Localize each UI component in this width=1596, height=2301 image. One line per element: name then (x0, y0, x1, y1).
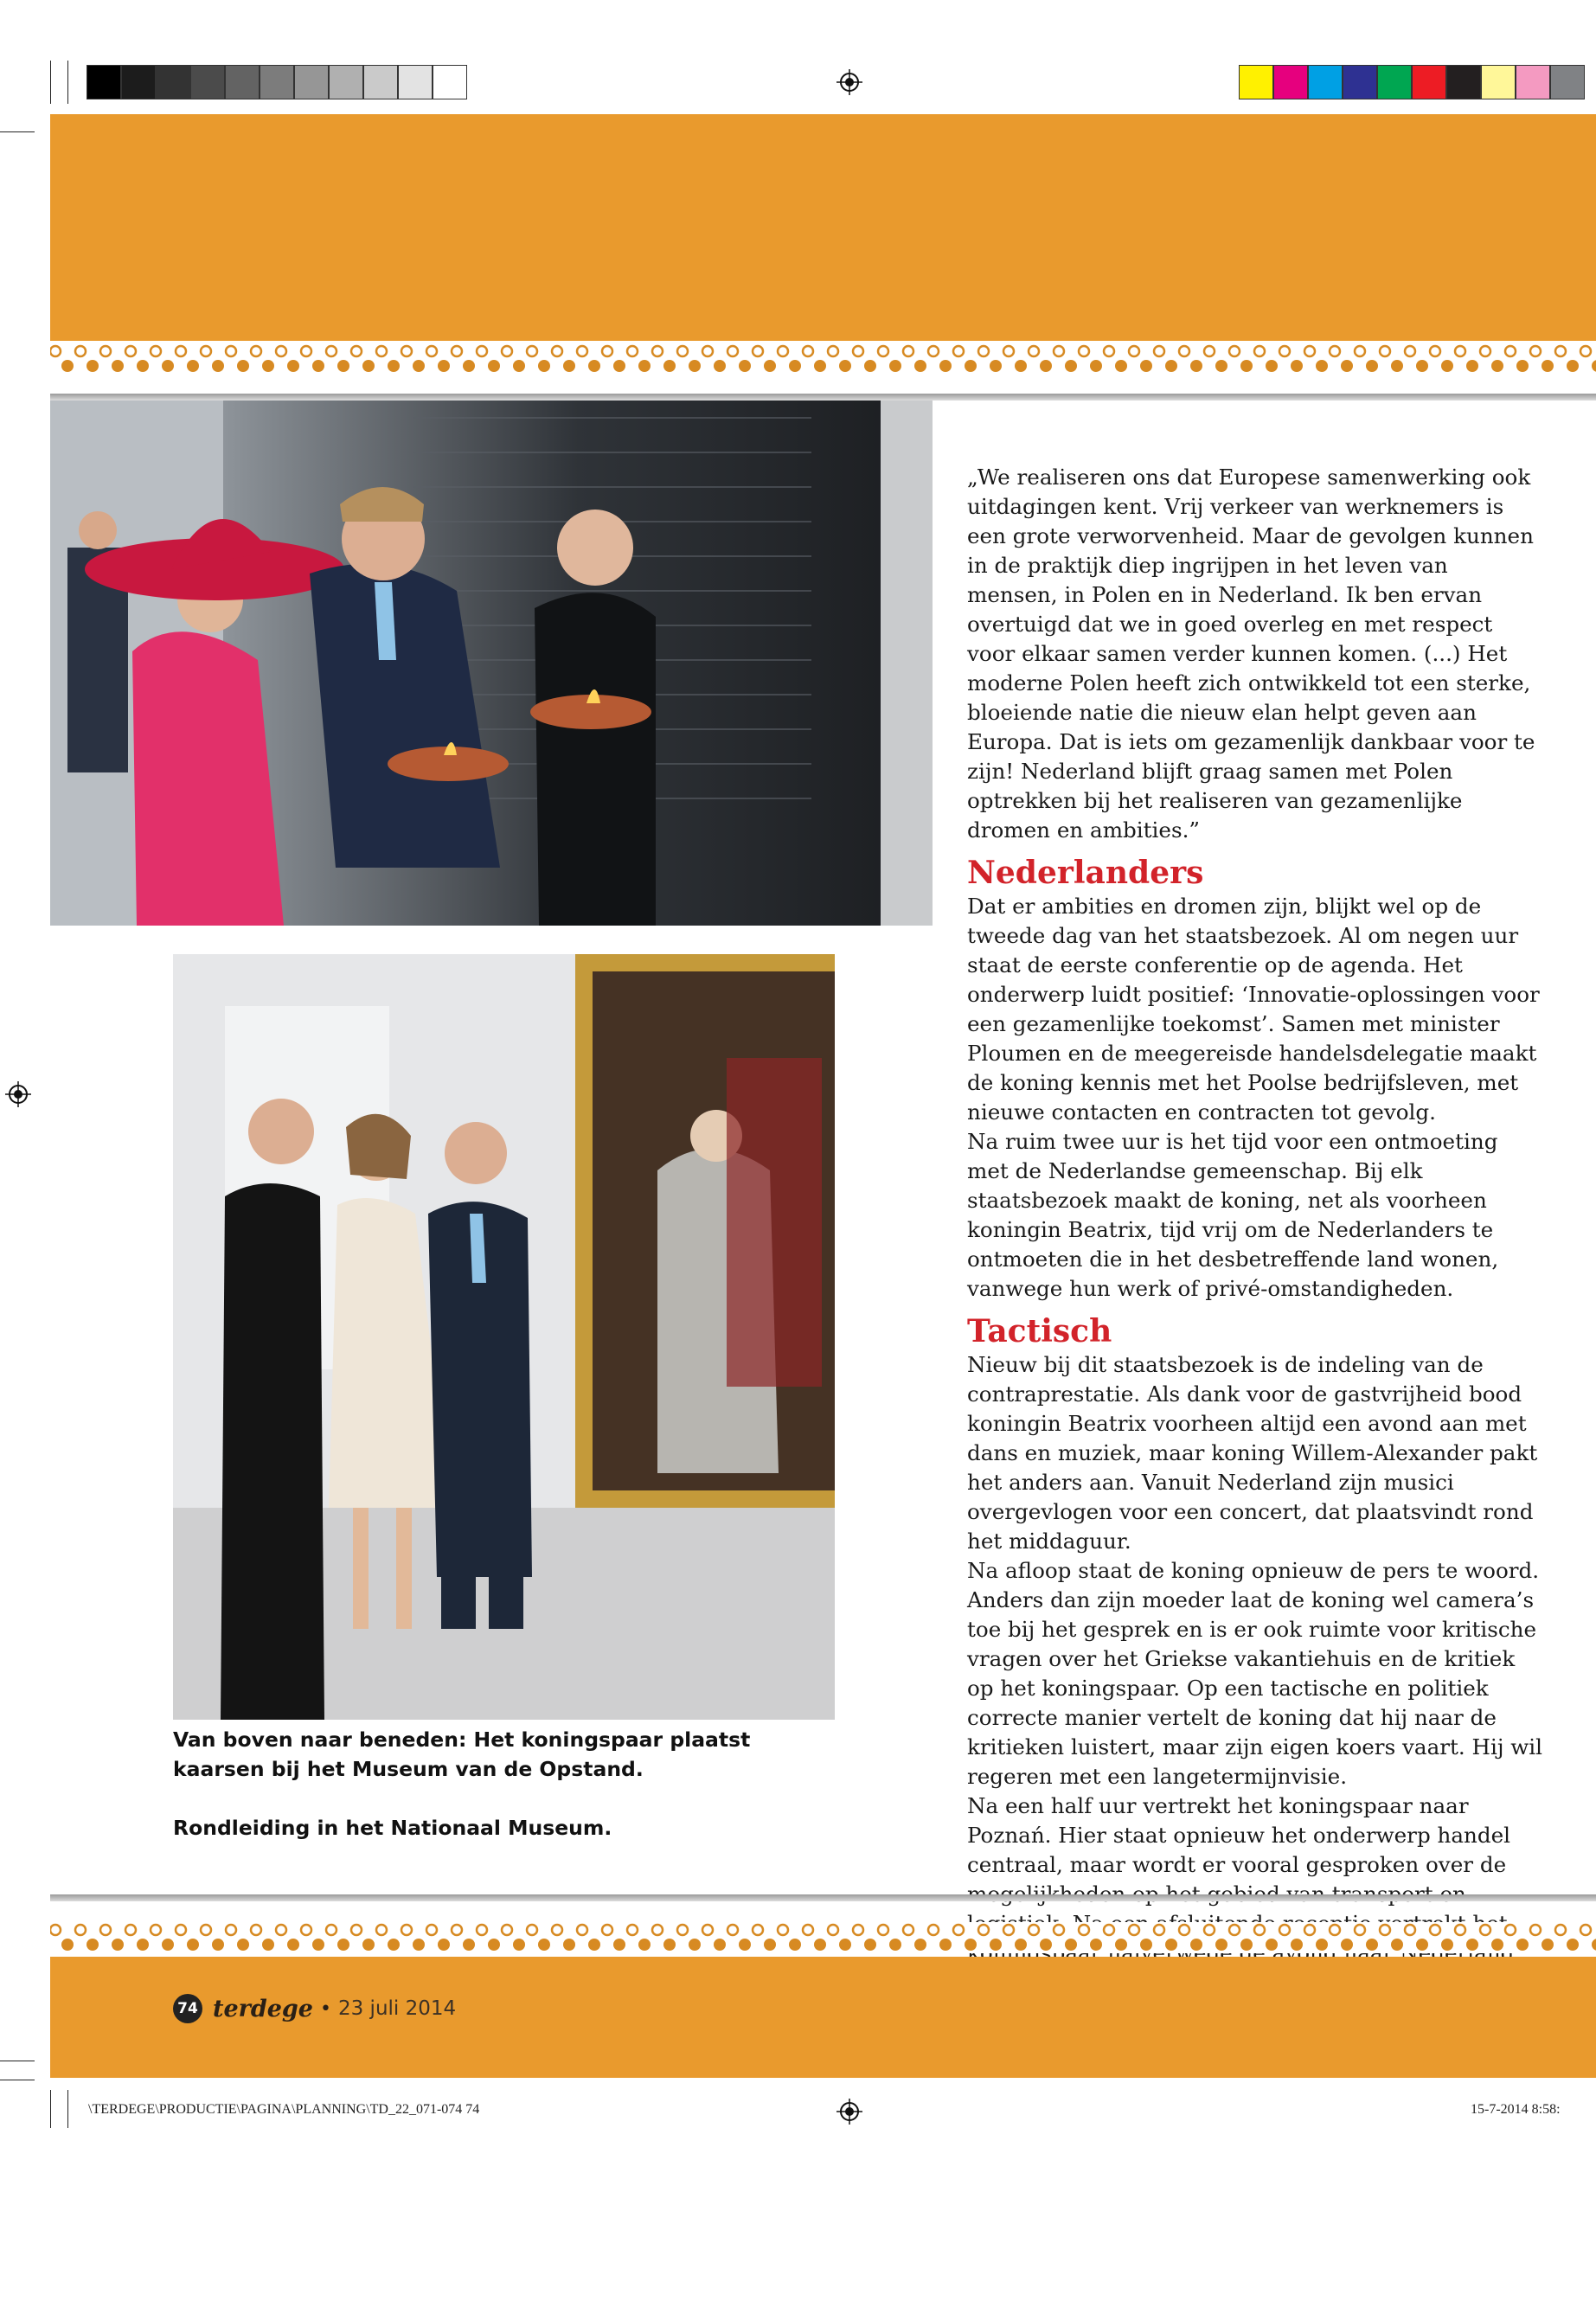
photo-caption (173, 1725, 839, 1843)
dot-ornament (689, 360, 701, 372)
registration-mark-icon (5, 1081, 31, 1107)
dot-ornament (337, 1939, 349, 1951)
dot-ornament (965, 1939, 977, 1951)
caption-line-2: Rondleiding in het Nationaal Museum. (173, 1816, 612, 1840)
dot-ornament (990, 360, 1002, 372)
dot-ornament (162, 1939, 174, 1951)
dot-ornament (388, 1939, 400, 1951)
crop-mark (0, 131, 35, 132)
dot-ornament (538, 360, 550, 372)
color-swatch (1273, 65, 1308, 99)
dot-ornament (137, 360, 149, 372)
dot-ornament (1416, 1939, 1428, 1951)
dot-ornament (312, 1939, 324, 1951)
dot-ornament (689, 1939, 701, 1951)
issue-date: 23 juli 2014 (337, 1997, 457, 2020)
dot-ornament (714, 360, 726, 372)
dot-ornament (714, 1939, 726, 1951)
dot-ornament (362, 360, 375, 372)
dot-ornament (588, 1939, 600, 1951)
dot-ornament (739, 1939, 751, 1951)
article-column (967, 463, 1545, 2027)
caption-line-1: Van boven naar beneden: Het koningspaar plaatst kaarsen bij het Museum van de Opstand. (173, 1727, 751, 1781)
dot-ornament (312, 360, 324, 372)
dot-ornament (939, 1939, 952, 1951)
footer-divider (50, 1894, 1596, 1901)
photo-national-museum (173, 954, 835, 1720)
dot-ornament (1040, 1939, 1052, 1951)
magazine-logo: terdege (213, 1995, 313, 2022)
dot-ornament (488, 1939, 500, 1951)
color-swatch (1446, 65, 1481, 99)
crop-mark (50, 61, 51, 104)
dot-ornament (1567, 1939, 1579, 1951)
dot-ornament (212, 360, 224, 372)
dot-ornament (814, 360, 826, 372)
dot-ornament (1065, 1939, 1077, 1951)
grey-swatch (190, 65, 225, 99)
dot-ornament (839, 1939, 851, 1951)
dot-ornament (939, 360, 952, 372)
dot-ornament (663, 360, 676, 372)
color-swatch (1308, 65, 1343, 99)
dot-ornament (1090, 360, 1102, 372)
dot-ornament (1441, 360, 1453, 372)
dot-ornament (187, 1939, 199, 1951)
dot-ornament (764, 360, 776, 372)
quote-paragraph: „We realiseren ons dat Europese samenwerking ook uitdagingen kent. Vrij verkeer van werknemers is een grote verworvenheid. Maar de gevolgen kunnen in de praktijk diep ingrijpen in het leven van mensen, in Polen en in Nederland. Ik ben ervan overtuigd dat we in goed overleg en met respect voor elkaar samen verder kunnen komen. (...) Het moderne Polen heeft zich ontwikkeld tot een sterke, bloeiende natie die nieuw elan helpt geven aan Europa. Dat is iets om gezamenlijk dankbaar voor te zijn! Nederland blijft graag samen met Polen optrekken bij het realiseren van gezamenlijke dromen en ambities.” (967, 465, 1535, 843)
body-paragraph: Na een half uur vertrekt het koningspaar naar Poznań. Hier staat opnieuw het onderwerp handel centraal, maar wordt er vooral gesproken over de (967, 1793, 1511, 1877)
dot-ornament (1266, 1939, 1278, 1951)
photo-candles-museum (50, 401, 933, 926)
dot-ornament (488, 360, 500, 372)
dot-ornament (1291, 1939, 1303, 1951)
body-paragraph: Na ruim twee uur is het tijd voor een ontmoeting met de Nederlandse gemeenschap. Bij elk staatsbezoek maakt de koning, net als voorheen koningin Beatrix, tijd vrij om de Nederlanders te ontmoeten die in het desbetreffende land wonen, vanwege hun werk of privé-omstandigheden. (967, 1129, 1499, 1301)
dot-border-top (50, 343, 1596, 375)
dot-ornament (287, 1939, 299, 1951)
dot-ornament (413, 1939, 425, 1951)
dot-ornament (1416, 360, 1428, 372)
dot-ornament (1140, 1939, 1152, 1951)
grey-swatch (363, 65, 398, 99)
dot-ornament (513, 360, 525, 372)
dot-ornament (1516, 1939, 1529, 1951)
dot-ornament (789, 1939, 801, 1951)
color-swatch (1481, 65, 1516, 99)
dot-ornament (613, 360, 625, 372)
dot-ornament (814, 1939, 826, 1951)
dot-ornament (61, 1939, 74, 1951)
dot-ornament (1090, 1939, 1102, 1951)
dot-ornament (990, 1939, 1002, 1951)
grey-swatch (294, 65, 329, 99)
color-swatch (1412, 65, 1446, 99)
dot-ornament (1215, 1939, 1227, 1951)
dot-ornament (1491, 360, 1503, 372)
color-swatch (1343, 65, 1377, 99)
dot-ornament (739, 360, 751, 372)
grey-swatch (225, 65, 260, 99)
grey-swatch (121, 65, 156, 99)
dot-ornament (87, 1939, 99, 1951)
dot-ornament (287, 360, 299, 372)
dot-ornament (1391, 360, 1403, 372)
body-paragraph: Nieuw bij dit staatsbezoek is de indeling van de contraprestatie. Als dank voor de gastvrijheid bood koningin Beatrix voorheen altijd een avond aan met dans en muziek, maar koning Willem-Alexander pakt het anders aan. Vanuit Nederland zijn musici overgevlogen voor een concert, dat plaatsvindt rond het middaguur. (967, 1352, 1538, 1554)
dot-ornament (1065, 360, 1077, 372)
header-orange-band (50, 114, 1596, 341)
dot-ornament (563, 1939, 575, 1951)
dot-ornament (1115, 1939, 1127, 1951)
dot-ornament (663, 1939, 676, 1951)
dot-ornament (1466, 360, 1478, 372)
folio-separator: • (320, 1997, 331, 2020)
dot-ornament (237, 360, 249, 372)
dot-ornament (1366, 1939, 1378, 1951)
dot-ornament (864, 360, 876, 372)
color-swatch (1516, 65, 1550, 99)
dot-ornament (1466, 1939, 1478, 1951)
dot-ornament (187, 360, 199, 372)
dot-ornament (914, 360, 926, 372)
dot-ornament (212, 1939, 224, 1951)
crop-mark (67, 61, 68, 104)
dot-ornament (362, 1939, 375, 1951)
dot-ornament (61, 360, 74, 372)
dot-ornament (1341, 360, 1353, 372)
dot-ornament (237, 1939, 249, 1951)
dot-ornament (262, 360, 274, 372)
dot-ornament (112, 360, 124, 372)
dot-ornament (1240, 360, 1253, 372)
dot-ornament (1316, 1939, 1328, 1951)
dot-ornament (1316, 360, 1328, 372)
dot-ornament (463, 360, 475, 372)
dot-ornament (112, 1939, 124, 1951)
dot-ornament (1140, 360, 1152, 372)
color-swatch (1550, 65, 1585, 99)
dot-ornament (864, 1939, 876, 1951)
dot-ornament (1366, 360, 1378, 372)
crop-mark (67, 2090, 68, 2128)
dot-ornament (438, 360, 450, 372)
dot-ornament (1341, 1939, 1353, 1951)
body-paragraph: Na afloop staat de koning opnieuw de pers te woord. Anders dan zijn moeder laat de koning wel camera’s toe bij het gesprek en is er ook ruimte voor kritische vragen over het Griekse vakantiehuis en de kritiek op het koningspaar. Op een tactische en politiek correcte manier vertelt de koning dat hij naar de kritieken luistert, maar zijn eigen koers vaart. Hij wil regeren met een langetermijnvisie. (967, 1558, 1543, 1789)
dot-ornament (1441, 1939, 1453, 1951)
dot-ornament (1040, 360, 1052, 372)
dot-ornament (1015, 1939, 1027, 1951)
crop-mark (50, 2090, 51, 2128)
grey-swatch (398, 65, 433, 99)
dot-ornament (1491, 1939, 1503, 1951)
dot-ornament (513, 1939, 525, 1951)
dot-ornament (965, 360, 977, 372)
grey-swatch (433, 65, 467, 99)
dot-ornament (1165, 1939, 1177, 1951)
registration-mark-icon (836, 2099, 862, 2125)
dot-ornament (1165, 360, 1177, 372)
dot-ornament (914, 1939, 926, 1951)
color-swatch (1377, 65, 1412, 99)
dot-ornament (839, 360, 851, 372)
dot-ornament (337, 360, 349, 372)
grey-swatch (156, 65, 190, 99)
dot-ornament (1266, 360, 1278, 372)
dot-ornament (1115, 360, 1127, 372)
dot-ornament (889, 1939, 901, 1951)
dot-ornament (889, 360, 901, 372)
dot-ornament (613, 1939, 625, 1951)
color-swatch (1239, 65, 1273, 99)
dot-ornament (1215, 360, 1227, 372)
grey-swatch (329, 65, 363, 99)
slug-timestamp: 15-7-2014 8:58: (1471, 2102, 1561, 2117)
dot-ornament (1391, 1939, 1403, 1951)
dot-ornament (764, 1939, 776, 1951)
section-heading-tactisch: Tactisch (967, 1313, 1112, 1349)
dot-border-bottom (50, 1922, 1596, 1953)
dot-ornament (1542, 1939, 1554, 1951)
dot-ornament (638, 360, 651, 372)
page-number-badge: 74 (173, 1994, 202, 2023)
dot-ornament (413, 360, 425, 372)
dot-ornament (789, 360, 801, 372)
dot-ornament (1516, 360, 1529, 372)
dot-ornament (388, 360, 400, 372)
dot-ornament (588, 360, 600, 372)
dot-ornament (538, 1939, 550, 1951)
dot-ornament (1240, 1939, 1253, 1951)
registration-mark-icon (836, 69, 862, 95)
dot-ornament (1190, 360, 1202, 372)
slug-path: \TERDEGE\PRODUCTIE\PAGINA\PLANNING\TD_22_071-074 74 (88, 2102, 480, 2117)
dot-ornament (638, 1939, 651, 1951)
folio (173, 1991, 456, 2026)
dot-ornament (1291, 360, 1303, 372)
grey-swatch (87, 65, 121, 99)
header-divider (50, 394, 1596, 401)
dot-ornament (162, 360, 174, 372)
dot-ornament (1542, 360, 1554, 372)
dot-ornament (438, 1939, 450, 1951)
dot-ornament (1567, 360, 1579, 372)
section-heading-nederlanders: Nederlanders (967, 855, 1204, 891)
dot-ornament (463, 1939, 475, 1951)
body-paragraph: Dat er ambities en dromen zijn, blijkt wel op de tweede dag van het staatsbezoek. Al om negen uur staat de eerste conferentie op de agenda. Het onderwerp luidt positief: ‘Innovatie-oplossingen voor een gezamenlijke toekomst’. Samen met minister Ploumen en de meegereisde handelsdelegatie maakt de koning kennis met het Poolse bedrijfsleven, met nieuwe contacten en contracten tot gevolg. (967, 894, 1540, 1125)
dot-ornament (87, 360, 99, 372)
dot-ornament (1015, 360, 1027, 372)
grey-swatch (260, 65, 294, 99)
dot-ornament (1190, 1939, 1202, 1951)
dot-ornament (137, 1939, 149, 1951)
dot-ornament (563, 360, 575, 372)
dot-ornament (262, 1939, 274, 1951)
